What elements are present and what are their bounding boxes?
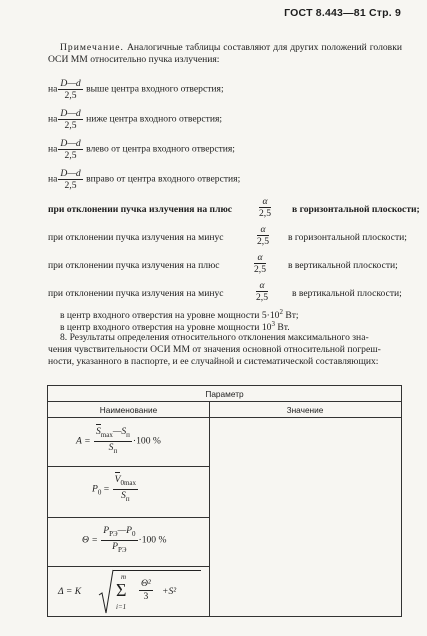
deviation-text: при отклонении пучка излучения на плюс [48,260,220,271]
page-header: ГОСТ 8.443—81 Стр. 9 [284,7,401,19]
deviation-plane: в горизонтальной плоскости; [292,204,420,215]
offset-text: ниже центра входного отверстия; [86,113,223,125]
offset-fraction: $\frac{D—d}{2,5}$ [60,168,81,191]
deviation-fraction: $\frac{\alpha}{2,5}$ [254,252,266,275]
deviation-fraction: $\frac{\alpha}{2,5}$ [259,196,271,219]
formula-theta: Θ = $\frac{P_{РЭ}—P_0}{P_{РЭ}}$ ·100 % [82,525,167,554]
offset-fraction: $\frac{D—d}{2,5}$ [60,138,81,161]
offset-item-4 [48,168,240,191]
note-label: Примечание. [60,42,124,53]
deviation-item-3 [48,252,402,276]
power-line-2: в центр входного отверстия на уровне мощности $10^3$ Вт. [60,320,290,334]
deviation-fraction: $\frac{\alpha}{2,5}$ [257,224,269,247]
offset-prefix: на [48,143,58,155]
deviation-plane: в вертикальной плоскости; [288,260,398,271]
section-8-line-1: 8. Результаты определения относительного отклонения максимального зна- [60,332,369,343]
section-8-paragraph [48,332,402,368]
deviation-text: при отклонении пучка излучения на минус [48,232,224,243]
offset-fraction: $\frac{D—d}{2,5}$ [60,78,81,101]
section-8-line-3: ности, указанного в паспорте, и ее случайной и систематической составляющих: [48,356,379,367]
radical-icon [98,569,114,615]
deviation-item-1 [48,196,420,220]
offset-text: вправо от центра входного отверстия; [86,173,241,185]
offset-text: выше центра входного отверстия; [86,83,224,95]
note-line-1: Аналогичные таблицы составляют для других положений [126,42,367,53]
table-param-header: Параметр [205,389,244,399]
formula-delta: Δ = K m Σ i=1 $\frac{\text{Θ²}}{3}$ +S² [58,569,203,615]
formula-p0: $P_0$ = $\frac{V_{0max}}{S_п}$ [92,474,137,503]
results-table [47,385,402,617]
note-paragraph [48,42,402,66]
offset-item-3 [48,138,235,161]
offset-text: влево от центра входного отверстия; [86,143,235,155]
offset-item-1 [48,78,224,101]
formula-relative-deviation: A = $\frac{S_{max}—S_п}{S_п}$ ·100 % [76,426,161,455]
deviation-fraction: $\frac{\alpha}{2,5}$ [256,280,268,303]
table-name-header: Наименование [99,405,158,415]
section-8-line-2: чения чувствительности ОСИ ММ от значения основной относительной погреш- [48,344,381,355]
note-line-2: головки ОСИ ММ относительно пучка излучения: [48,42,402,65]
offset-item-2 [48,108,222,131]
deviation-item-4 [48,280,402,304]
deviation-plane: в вертикальной плоскости; [292,288,402,299]
offset-prefix: на [48,113,58,125]
offset-fraction: $\frac{D—d}{2,5}$ [60,108,81,131]
deviation-plane: в горизонтальной плоскости; [288,232,407,243]
deviation-item-2 [48,224,407,248]
table-value-header: Значение [286,405,324,415]
offset-prefix: на [48,83,58,95]
deviation-text: при отклонении пучка излучения на плюс [48,204,233,215]
power-line-1: в центр входного отверстия на уровне мощности $5\cdot 10^2$ Вт; [60,308,299,322]
deviation-text: при отклонении пучка излучения на минус [48,288,224,299]
offset-prefix: на [48,173,58,185]
